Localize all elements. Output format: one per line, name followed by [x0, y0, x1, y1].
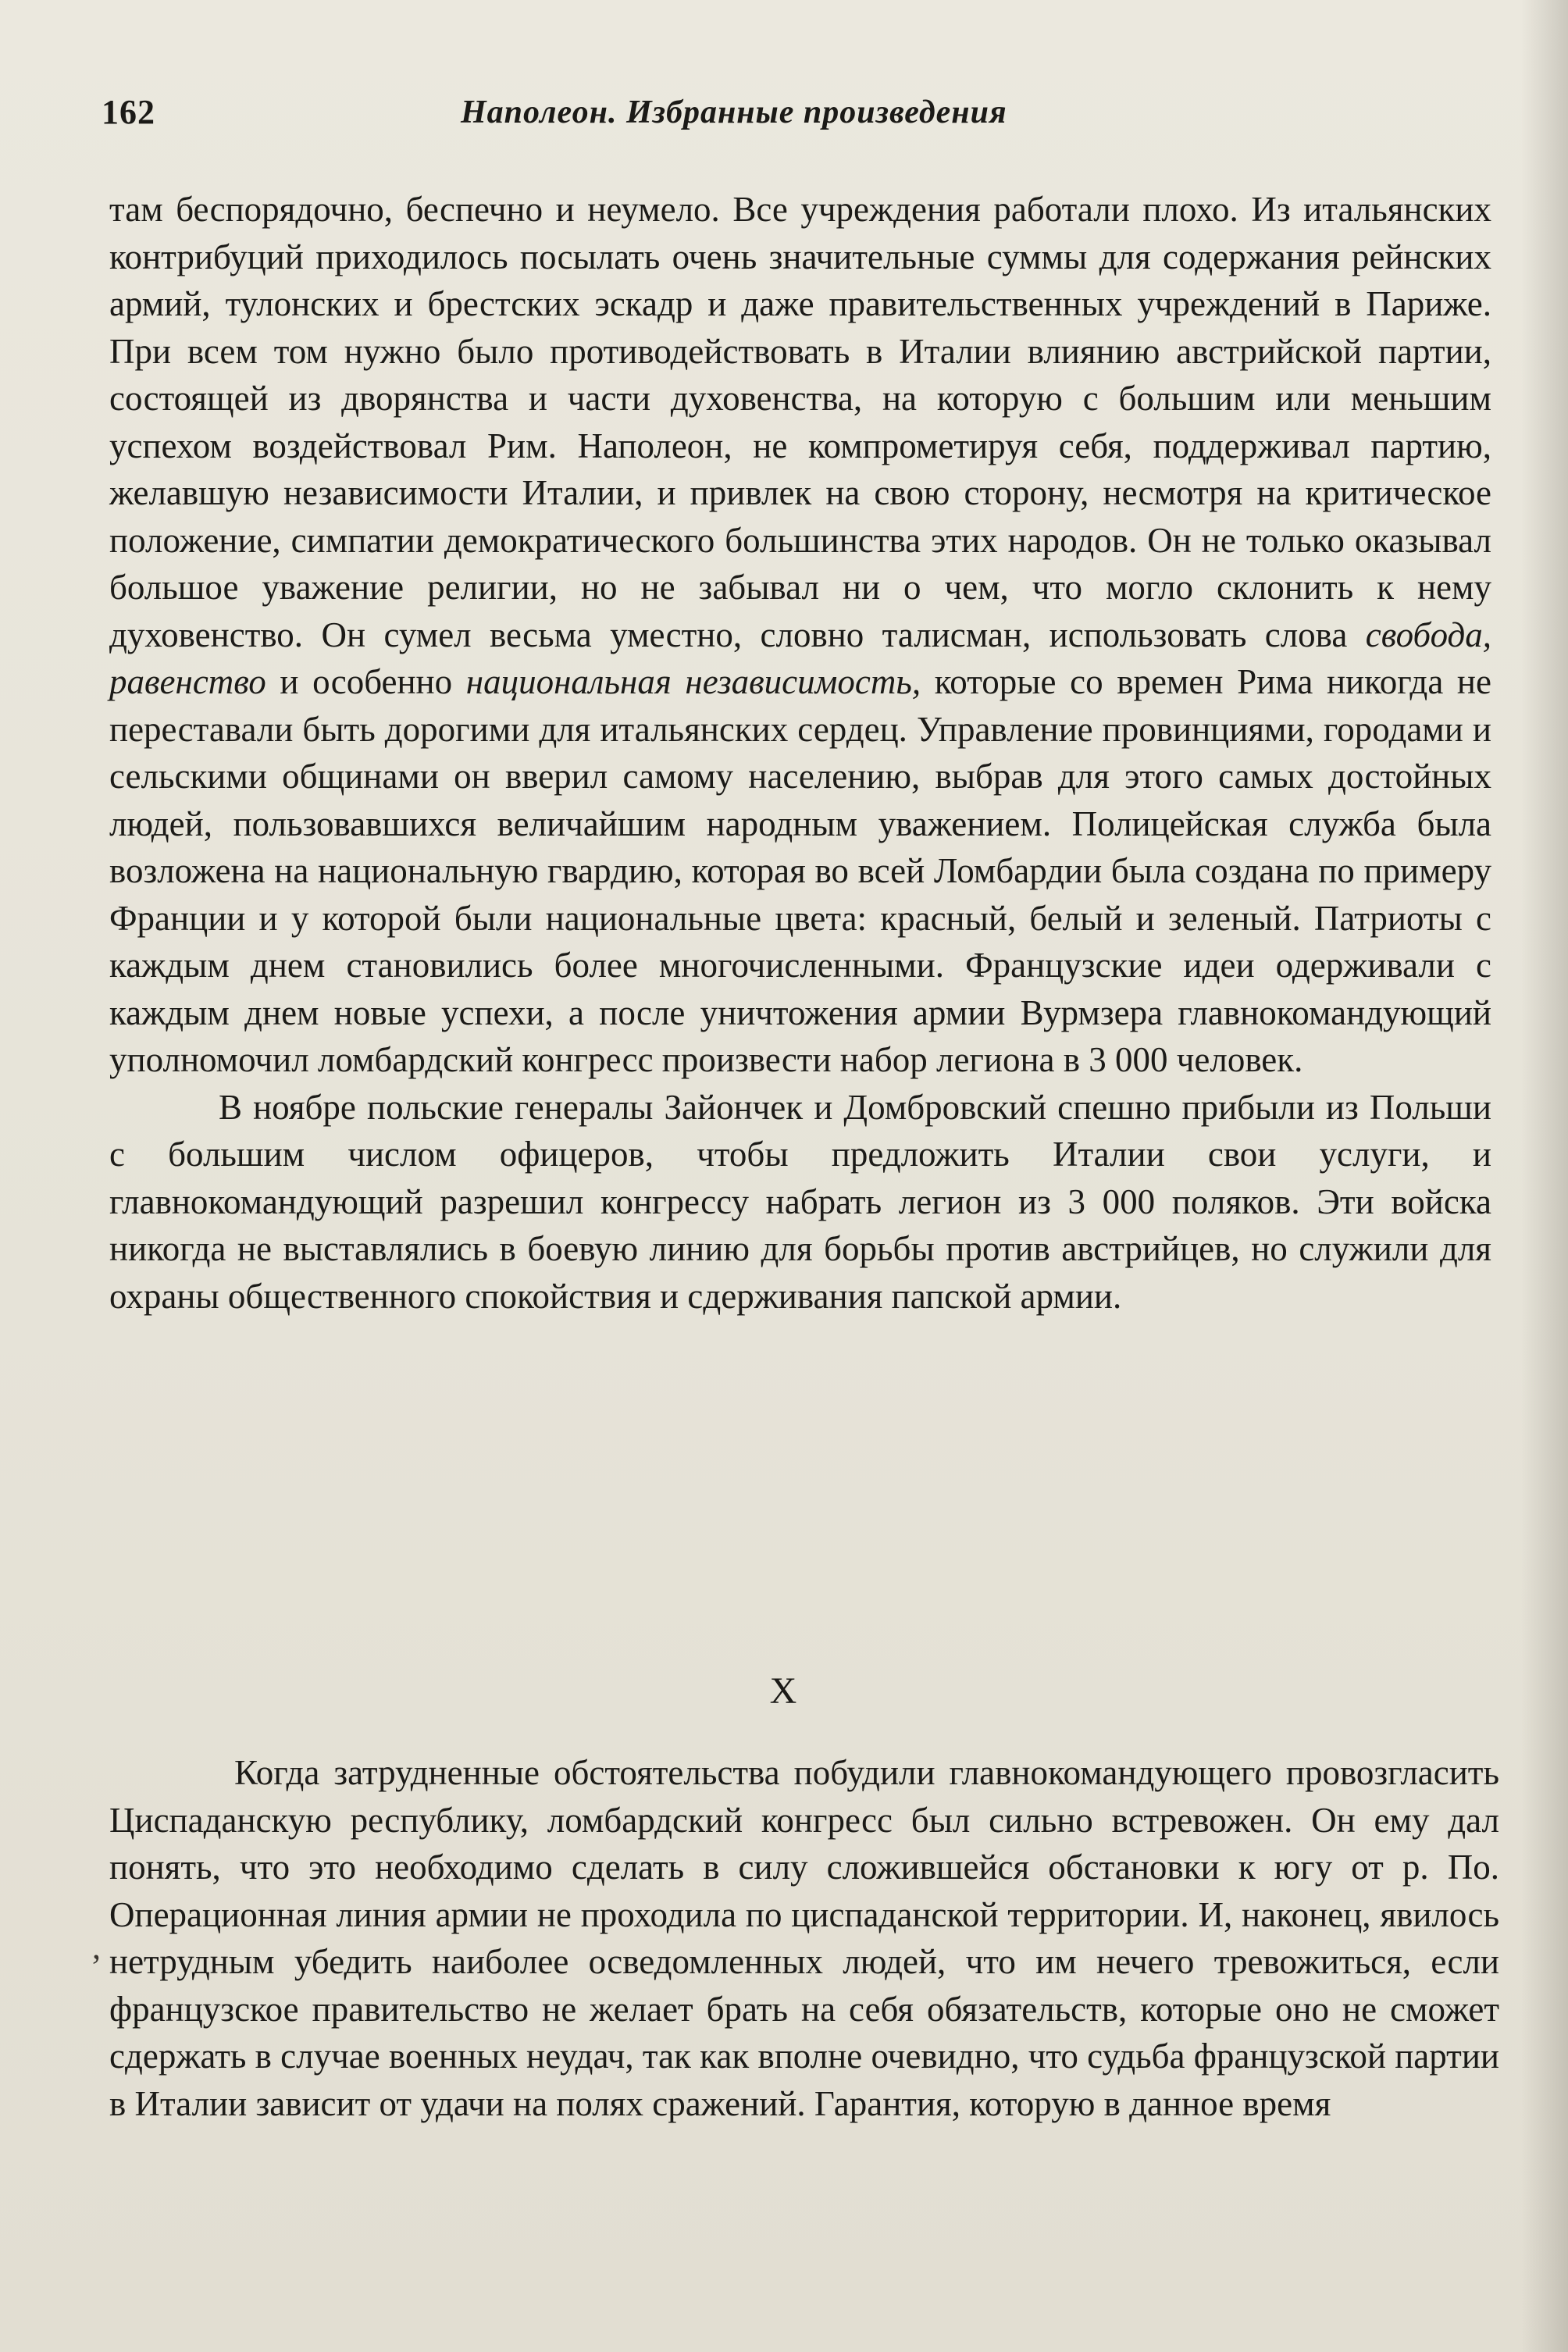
section-heading: X	[769, 1670, 799, 1712]
paragraph-text: и особенно	[265, 662, 466, 701]
running-title: Наполеон. Избранные произведения	[461, 94, 1007, 130]
main-text	[109, 186, 1491, 1320]
paragraph-text: там беспорядочно, беспечно и неумело. Все учреждения работали плохо. Из итальянских контрибуций приходилось посылать очень значительные суммы для содержания рейнских армий, тулонских и брестских эскадр и даже правительственных учреждений в Париже. При всем том нужно было противодействовать в Италии влиянию австрийской партии, состоящей из дворянства и части духовенства, на которую с большим или меньшим успехом воздействовал Рим. Наполеон, не компрометируя себя, поддерживал партию, желавшую независимости Италии, и привлек на свою сторону, несмотря на критическое положение, симпатии демократического большинства этих народов. Он не только оказывал большое уважение религии, но не забывал ни о чем, что могло склонить к нему духовенство. Он сумел весьма уместно, словно талисман, использовать слова	[109, 190, 1491, 654]
paragraph-text: которые со времен Рима никогда не переставали быть дорогими для итальянских сердец. Управление провинциями, городами и сельскими общинами он вверил самому населению, выбрав для этого самых достойных людей, пользовавшихся величайшим народным уважением. Полицейская служба была возложена на национальную гвардию, которая во всей Ломбардии была создана по примеру Франции и у которой были национальные цвета: красный, белый и зеленый. Патриоты с каждым днем становились более многочисленными. Французские идеи одерживали с каждым днем новые успехи, а после уничтожения армии Вурмзера главнокомандующий уполномочил ломбардский конгресс произвести набор легиона в 3 000 человек.	[109, 662, 1491, 1079]
margin-mark: ,	[92, 1928, 101, 1966]
emphasis-liberty: свобода, равенство	[109, 615, 1491, 701]
emphasis-independence: национальная независимость,	[465, 662, 921, 701]
paragraph: В ноябре польские генералы Зайончек и Домбровский спешно прибыли из Польши с большим числом офицеров, чтобы предложить Италии свои услуги, и главнокомандующий разрешил конгрессу набрать легион из 3 000 поляков. Эти войска никогда не выставлялись в боевую линию для борьбы против австрийцев, но служили для охраны общественного спокойствия и сдерживания папской армии.	[109, 1087, 1491, 1316]
section-text	[109, 1749, 1499, 2127]
page-edge-shadow	[1521, 0, 1568, 2352]
paragraph: Когда затрудненные обстоятельства побудили главнокомандующего провозгласить Циспаданскую республику, ломбардский конгресс был сильно встревожен. Он ему дал понять, что это необходимо сделать в силу сложившейся обстановки к югу от р. По. Операционная линия армии не проходила по циспаданской территории. И, наконец, явилось нетрудным убедить наиболее осведомленных людей, что им нечего тревожиться, если французское правительство не желает брать на себя обязательств, которые оно не сможет сдержать в случае военных неудач, так как вполне очевидно, что судьба французской партии в Италии зависит от удачи на полях сражений. Гарантия, которую в данное время	[109, 1753, 1499, 2123]
paragraph	[109, 186, 1491, 1084]
page-header	[102, 92, 1523, 139]
page-number: 162	[102, 93, 155, 131]
